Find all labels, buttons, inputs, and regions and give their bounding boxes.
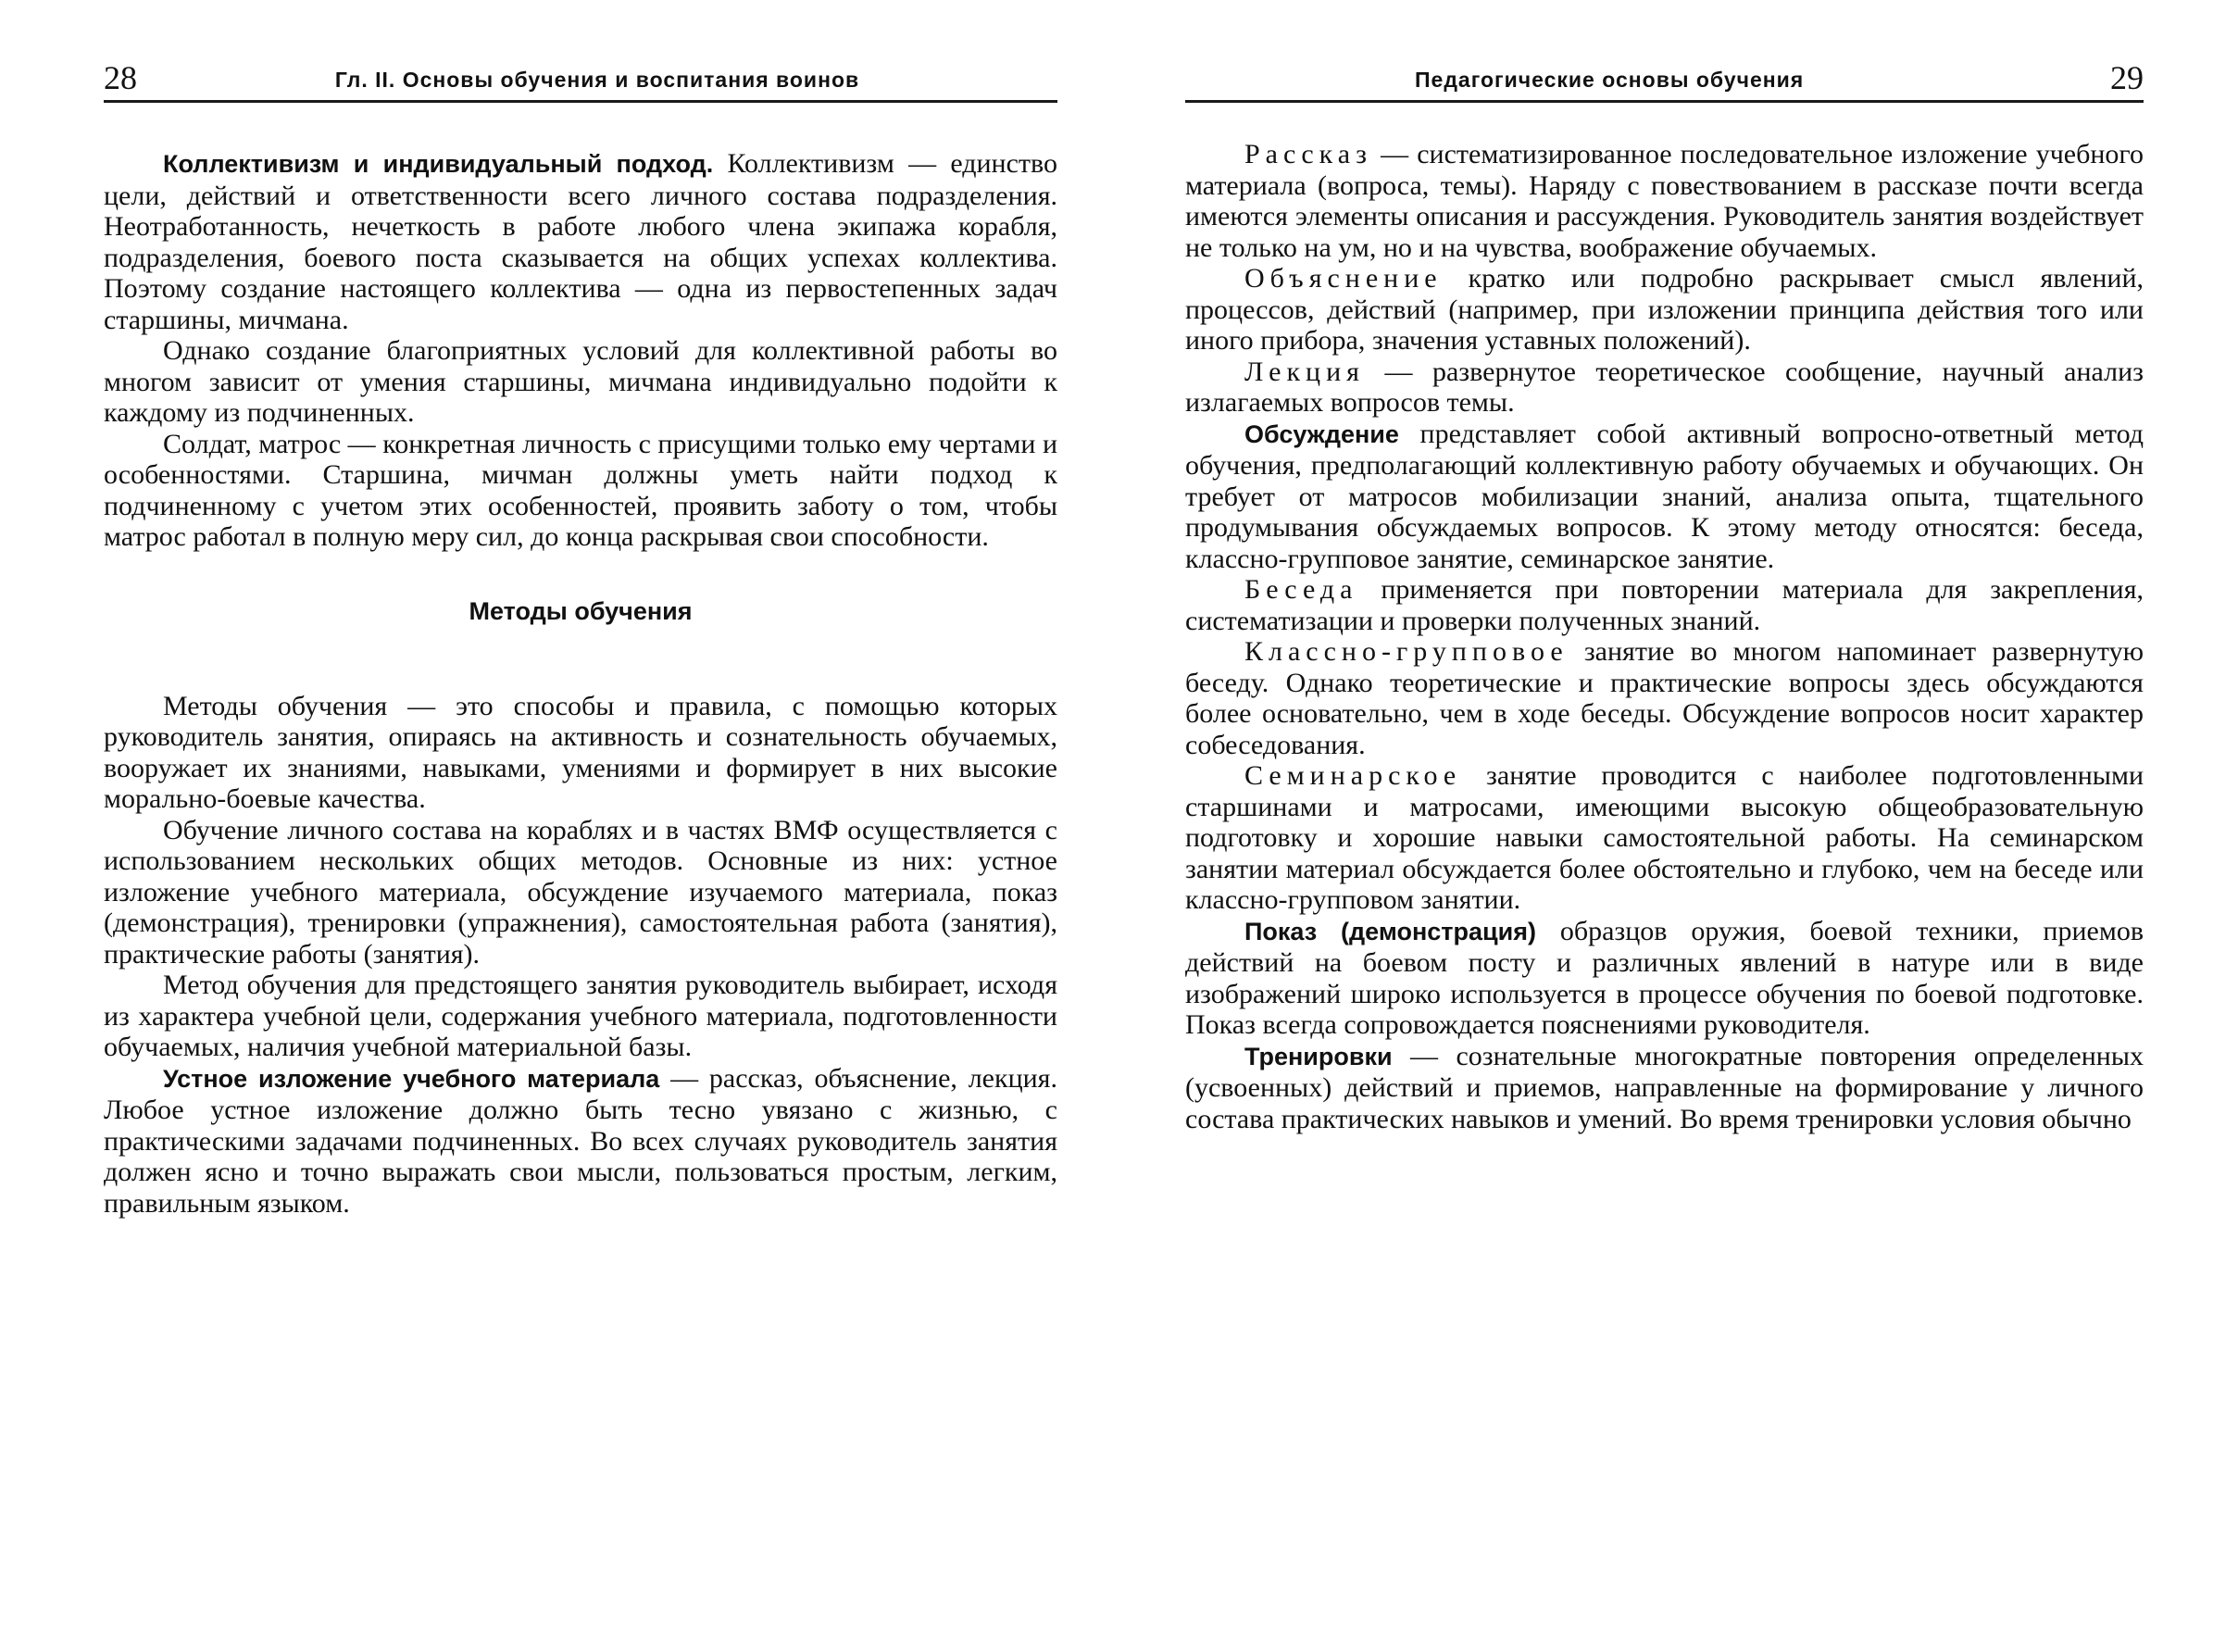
left-page-header: [104, 48, 1057, 103]
paragraph-text: представляет собой активный вопросно-ответный метод обучения, предполагающий коллективную работу обучаемых и обучающих. Он требует от матросов мобилизации знаний, анализа опыта, тщательного продумывания обсуждаемых вопросов. К этому методу относятся: беседа, классно-групповое занятие, семинарское занятие.: [1185, 418, 2144, 574]
section-title: Методы обучения: [469, 596, 693, 625]
paragraph-lead: Коллективизм и индивидуальный подход.: [163, 150, 714, 178]
page-number: 29: [2110, 59, 2144, 96]
paragraph-lead: Рассказ: [1244, 139, 1372, 169]
page-number: 28: [104, 59, 137, 96]
paragraph: [1185, 574, 2144, 636]
paragraph-lead: Объяснение: [1244, 263, 1443, 294]
paragraph-lead: Классно-групповое: [1244, 636, 1569, 667]
paragraph-lead: Семинарское: [1244, 760, 1462, 791]
paragraph-text: образцов оружия, боевой техники, приемов действий на боевом посту и различных явлений в натуре или в виде изображений широко используется в процессе обучения по боевой подготовке. Показ всегда сопровождается пояснениями руководителя.: [1185, 915, 2144, 1040]
paragraph-text: занятие во многом напоминает развернутую беседу. Однако теоретические и практические вопросы здесь обсуждаются более основательно, чем в ходе беседы. Обсуждение вопросов носит характер собеседования.: [1185, 636, 2144, 760]
paragraph-text: — сознательные многократные повторения определенных (усвоенных) действий и приемов, направленные на формирование у личного состава практических навыков и умений. Во время тренировки условия обычно: [1185, 1040, 2144, 1134]
paragraph-lead: Тренировки: [1244, 1042, 1393, 1070]
right-page-header: [1185, 48, 2144, 103]
paragraph: Солдат, матрос — конкретная личность с присущими только ему чертами и особенностями. Старшина, мичман должны уметь найти подход к подчиненному с учетом этих особенностей, проявить заботу о том, чтобы матрос работал в полную меру сил, до конца раскрывая свои способности.: [104, 428, 1057, 552]
left-page-body: [104, 148, 1057, 1219]
paragraph: [104, 148, 1057, 335]
paragraph: [104, 1063, 1057, 1220]
paragraph: Однако создание благоприятных условий для коллективной работы во многом зависит от умения старшины, мичмана индивидуально подойти к каждому из подчиненных.: [104, 335, 1057, 428]
paragraph: [1185, 1041, 2144, 1135]
paragraph: Метод обучения для предстоящего занятия руководитель выбирает, исходя из характера учебной цели, содержания учебного материала, подготовленности обучаемых, наличия учебной материальной базы.: [104, 970, 1057, 1062]
paragraph-lead: Беседа: [1244, 574, 1358, 605]
right-page-body: [1185, 139, 2144, 1134]
paragraph-text: применяется при повторении материала для закрепления, систематизации и проверки полученных знаний.: [1185, 574, 2144, 636]
paragraph-text: занятие проводится с наиболее подготовленными старшинами и матросами, имеющими высокую общеобразовательную подготовку и хорошие навыки самостоятельной работы. На семинарском занятии материал обсуждается более обстоятельно и глубоко, чем на беседе или классно-групповом занятии.: [1185, 760, 2144, 915]
paragraph: [1185, 916, 2144, 1041]
paragraph: [1185, 760, 2144, 916]
running-head: Гл. II. Основы обучения и воспитания воинов: [334, 68, 860, 92]
running-head: Педагогические основы обучения: [1415, 68, 1805, 92]
right-page: [1119, 0, 2238, 1652]
paragraph-lead: Устное изложение учебного материала: [163, 1064, 660, 1093]
paragraph-text: — развернутое теоретическое сообщение, научный анализ излагаемых вопросов темы.: [1185, 356, 2144, 418]
paragraph: Методы обучения — это способы и правила, с помощью которых руководитель занятия, опираясь на активность и сознательность обучаемых, вооружает их знаниями, навыками, умениями и формирует в них высокие морально-боевые качества.: [104, 690, 1057, 814]
paragraph-text: — систематизированное последовательное изложение учебного материала (вопроса, темы). Наряду с повествованием в рассказе почти всегда имеются элементы описания и рассуждения. Руководитель занятия воздействует не только на ум, но и на чувства, воображение обучаемых.: [1185, 139, 2144, 263]
paragraph-lead: Показ (демонстрация): [1244, 917, 1536, 945]
paragraph-text: Коллективизм — единство цели, действий и ответственности всего личного состава подразделения. Неотработанность, нечеткость в работе любого члена экипажа корабля, подразделения, боевого поста сказывается на общих успехах коллектива. Поэтому создание настоящего коллектива — одна из первостепенных задач старшины, мичмана.: [104, 148, 1057, 335]
paragraph: [1185, 139, 2144, 263]
paragraph: [1185, 263, 2144, 357]
paragraph: [1185, 419, 2144, 575]
paragraph: [1185, 357, 2144, 419]
paragraph-lead: Лекция: [1244, 356, 1365, 387]
paragraph-text: — рассказ, объяснение, лекция. Любое устное изложение должно быть тесно увязано с жизнью, с практическими задачами подчиненных. Во всех случаях руководитель занятия должен ясно и точно выражать свои мысли, пользоваться простым, легким, правильным языком.: [104, 1062, 1057, 1219]
paragraph-text: кратко или подробно раскрывает смысл явлений, процессов, действий (например, при изложении принципа действия того или иного прибора, значения уставных положений).: [1185, 263, 2144, 356]
paragraph: [1185, 636, 2144, 760]
paragraph-lead: Обсуждение: [1244, 419, 1399, 448]
paragraph: Обучение личного состава на кораблях и в частях ВМФ осуществляется с использованием нескольких общих методов. Основные из них: устное изложение учебного материала, обсуждение изучаемого материала, показ (демонстрация), тренировки (упражнения), самостоятельная работа (занятия), практические работы (занятия).: [104, 814, 1057, 970]
